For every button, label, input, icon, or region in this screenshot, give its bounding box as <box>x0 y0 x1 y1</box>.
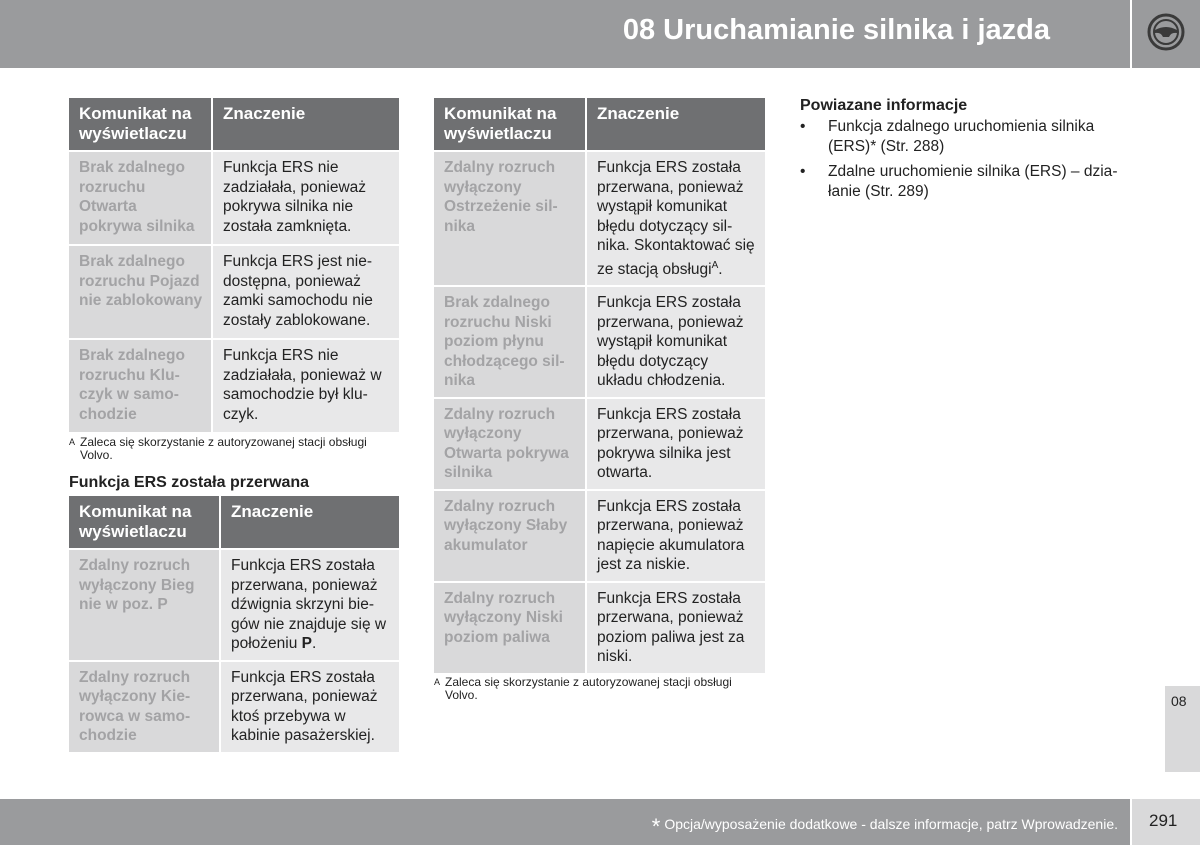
table-row <box>69 662 399 752</box>
display-message: Zdalny rozruch wyłączony Niski poziom paliwa <box>434 583 585 673</box>
footer-note <box>652 814 1118 840</box>
bullet: • <box>800 163 806 180</box>
message-meaning: Funkcja ERS jest niedostępna, ponieważ zamki samochodu nie zostały zablokowane. <box>211 246 399 338</box>
table-header-row <box>69 496 399 548</box>
table-row <box>434 399 765 489</box>
related-link[interactable] <box>800 162 1130 201</box>
footnote-text: Zaleca się skorzystanie z autoryzowanej stacji obsługi Volvo. <box>80 435 367 462</box>
footer-note-text: Opcja/wyposażenie dodatkowe - dalsze informacje, patrz Wprowadzenie. <box>664 816 1118 832</box>
meaning-text: Funkcja ERS została przerwana, ponieważ dźwignia skrzyni biegów nie znajduje się w położeniu <box>231 557 387 652</box>
chapter-icon-box <box>1132 0 1200 68</box>
message-meaning: Funkcja ERS została przerwana, ponieważ napięcie akumulatora jest za niskie. <box>585 491 765 581</box>
related-link[interactable] <box>800 117 1130 156</box>
column-header-meaning: Znaczenie <box>585 98 765 150</box>
page-header <box>0 0 1130 68</box>
page-number-box <box>1132 799 1200 845</box>
display-message: Brak zdalnego rozruchu Niski poziom płynu chłodzącego silnika <box>434 287 585 397</box>
table-row <box>69 550 399 660</box>
message-meaning <box>219 550 399 660</box>
footnote <box>69 436 389 462</box>
message-meaning: Funkcja ERS nie zadziałała, ponieważ pokrywa silnika nie została zamknięta. <box>211 152 399 244</box>
message-meaning: Funkcja ERS została przerwana, ponieważ wystąpił komunikat błędu dotyczący układu chłodzenia. <box>585 287 765 397</box>
message-meaning: Funkcja ERS została przerwana, ponieważ ktoś przebywa w kabinie pasażerskiej. <box>219 662 399 752</box>
related-list <box>800 117 1130 201</box>
table-row <box>434 287 765 397</box>
display-message: Zdalny rozruch wyłączony Ostrzeżenie silnika <box>434 152 585 285</box>
steering-wheel-icon <box>1146 12 1186 52</box>
related-link-text: Funkcja zdalnego uruchomienia silnika (ERS)* (Str. 288) <box>828 118 1095 155</box>
meaning-text: Funkcja ERS została przerwana, ponieważ wystąpił komunikat błędu dotyczący silnika. Skontaktować się ze stacją obsługi <box>597 159 755 278</box>
table-row <box>69 246 399 338</box>
message-meaning: Funkcja ERS została przerwana, ponieważ poziom paliwa jest za niski. <box>585 583 765 673</box>
section-heading: Funkcja ERS została przerwana <box>69 474 310 491</box>
display-message: Zdalny rozruch wyłączony Słaby akumulator <box>434 491 585 581</box>
table-row <box>434 152 765 285</box>
display-message: Zdalny rozruch wyłączony Kierowca w samochodzie <box>69 662 219 752</box>
table-header-row <box>434 98 765 150</box>
footnote-ref: A <box>711 259 719 271</box>
chapter-tab <box>1165 685 1200 772</box>
chapter-tab-label: 08 <box>1171 693 1187 709</box>
table-row <box>434 583 765 673</box>
display-message: Brak zdalnego rozruchu Otwarta pokrywa silnika <box>69 152 211 244</box>
column-header-meaning: Znaczenie <box>219 496 399 548</box>
error-table-3 <box>434 96 765 675</box>
related-title: Powiazane informacje <box>800 97 968 114</box>
column-header-message: Komunikat na wyświetlaczu <box>69 496 219 548</box>
display-message: Brak zdalnego rozruchu Kluczyk w samochodzie <box>69 340 211 432</box>
column-header-message: Komunikat na wyświetlaczu <box>434 98 585 150</box>
display-message: Brak zdalnego rozruchu Pojazd nie zablokowany <box>69 246 211 338</box>
meaning-end: . <box>312 635 317 652</box>
page-footer <box>0 799 1130 845</box>
meaning-end: . <box>718 260 723 278</box>
page-number: 291 <box>1149 811 1178 830</box>
column-header-meaning: Znaczenie <box>211 98 399 150</box>
message-meaning <box>585 152 765 285</box>
related-link-text: Zdalne uruchomienie silnika (ERS) – działanie (Str. 289) <box>828 163 1118 200</box>
message-meaning: Funkcja ERS została przerwana, ponieważ pokrywa silnika jest otwarta. <box>585 399 765 489</box>
table-row <box>69 340 399 432</box>
table-row <box>69 152 399 244</box>
chapter-title: 08 Uruchamianie silnika i jazda <box>622 14 1050 46</box>
column-header-message: Komunikat na wyświetlaczu <box>69 98 211 150</box>
error-table-1 <box>69 96 399 434</box>
footnote-marker: A <box>434 677 441 687</box>
footnote <box>434 676 754 702</box>
footnote-marker: A <box>69 437 76 447</box>
display-message: Zdalny rozruch wyłączony Otwarta pokrywa silnika <box>434 399 585 489</box>
message-meaning: Funkcja ERS nie zadziałała, ponieważ w samochodzie był kluczyk. <box>211 340 399 432</box>
table-header-row <box>69 98 399 150</box>
gear-position: P <box>301 635 313 652</box>
footnote-text: Zaleca się skorzystanie z autoryzowanej stacji obsługi Volvo. <box>445 675 732 702</box>
error-table-2 <box>69 494 399 754</box>
asterisk: * <box>651 814 661 839</box>
table-row <box>434 491 765 581</box>
bullet: • <box>800 118 806 135</box>
related-information <box>800 97 1130 207</box>
display-message: Zdalny rozruch wyłączony Bieg nie w poz. P <box>69 550 219 660</box>
